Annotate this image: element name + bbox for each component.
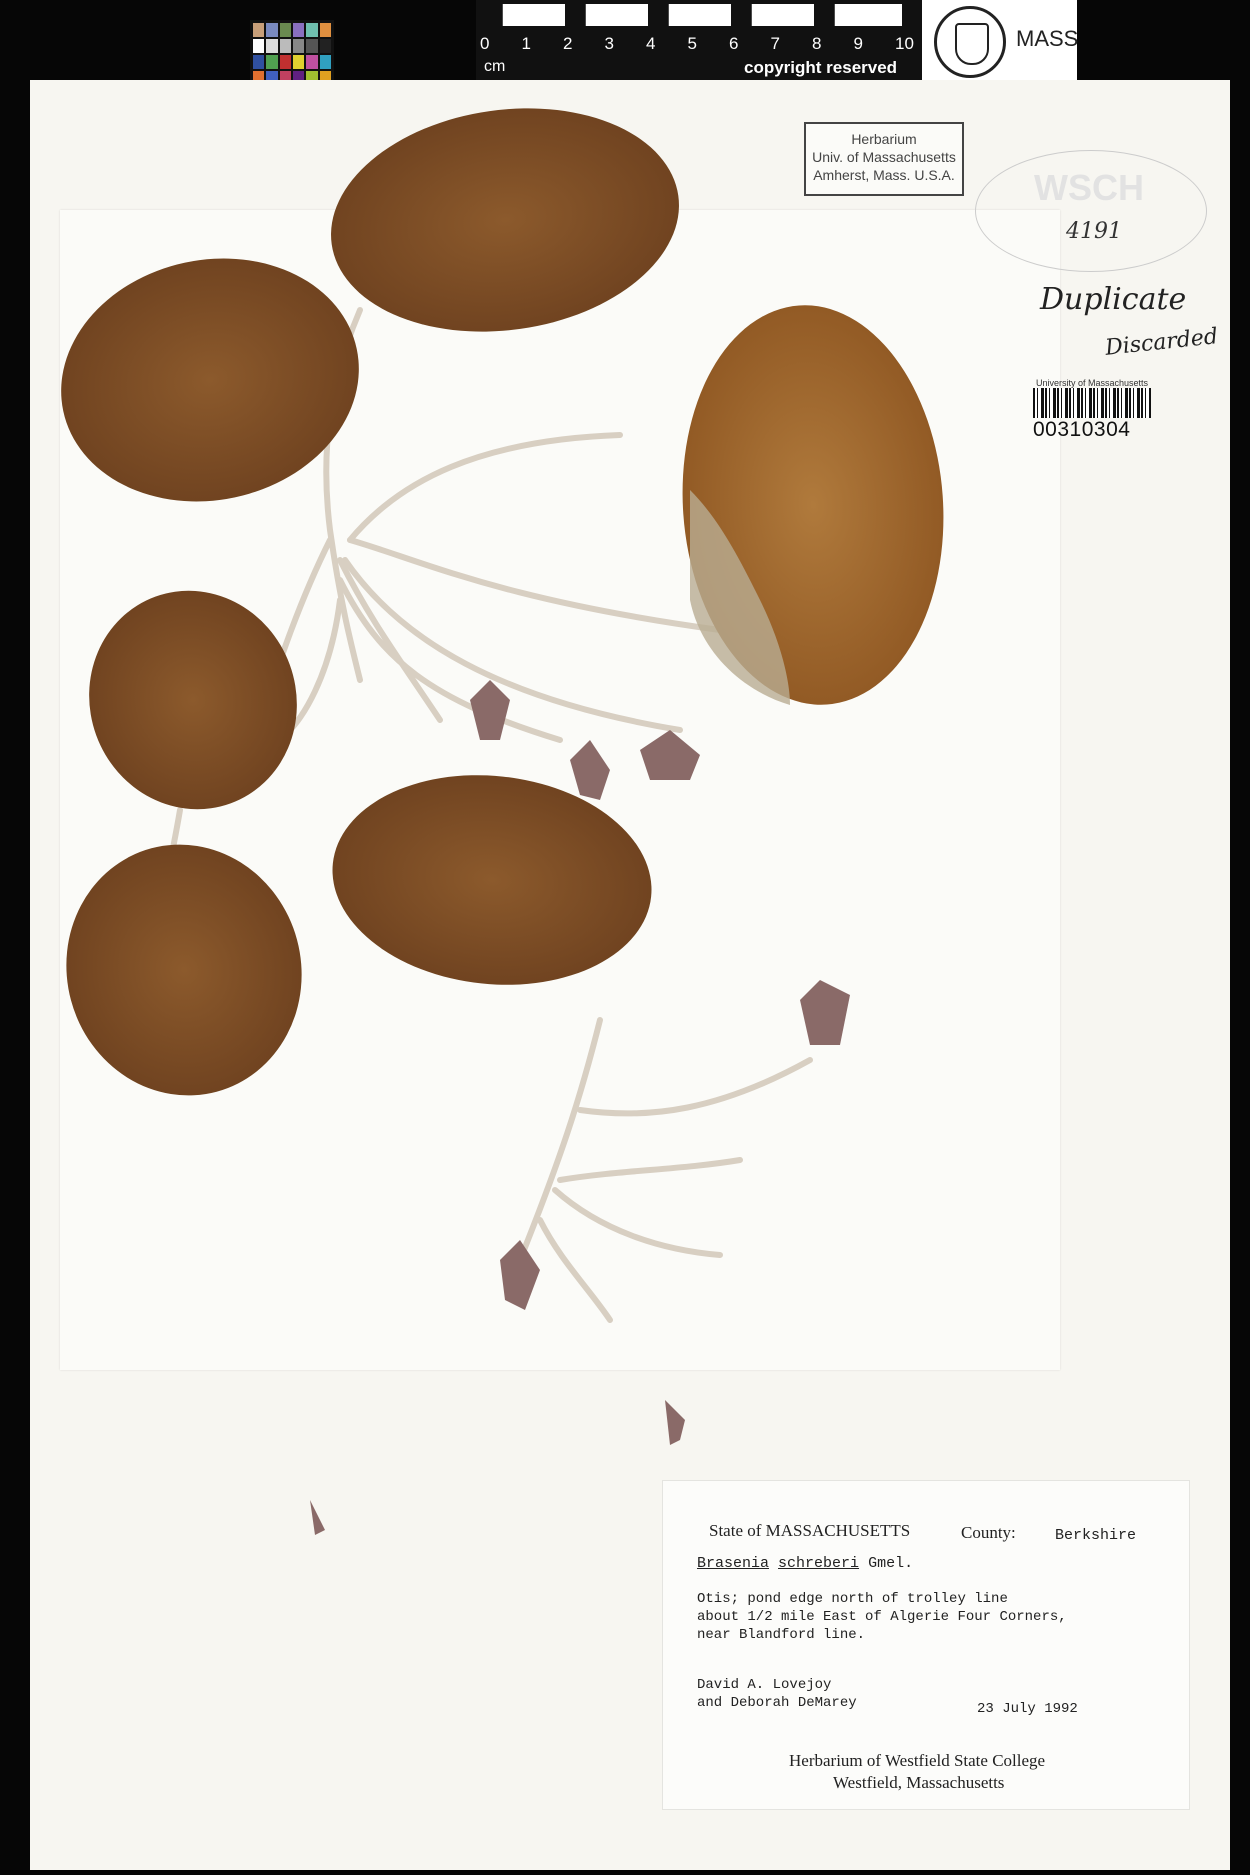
ruler-tick-label: 4 xyxy=(646,34,656,53)
ruler-tick-label: 2 xyxy=(563,34,573,53)
taxon-name xyxy=(697,1555,913,1572)
leaf-4 xyxy=(59,561,328,838)
leaf-5 xyxy=(322,760,662,1000)
wsc-ghost-text: WSCH xyxy=(1034,167,1144,208)
collector-line-2: and Deborah DeMarey xyxy=(697,1695,857,1711)
duplicate-annotation: Duplicate xyxy=(1040,282,1187,317)
county-label: County: xyxy=(961,1523,1016,1542)
leaf-1 xyxy=(38,231,381,528)
collection-date: 23 July 1992 xyxy=(977,1701,1078,1717)
ruler-tick-label: 10 xyxy=(895,34,914,53)
genus: Brasenia xyxy=(697,1555,770,1572)
state-name: MASSACHUSETTS xyxy=(765,1521,911,1540)
ruler-tick-label: 0 xyxy=(480,34,490,53)
herbarium-line-1: Herbarium of Westfield State College xyxy=(789,1751,1046,1770)
barcode-number: 00310304 xyxy=(1033,418,1131,441)
leaf-3 xyxy=(669,296,956,713)
stamp-line-3: Amherst, Mass. U.S.A. xyxy=(813,167,955,183)
ruler-tick-label: 5 xyxy=(687,34,697,53)
barcode-label xyxy=(1033,378,1151,442)
wsc-stamp xyxy=(975,150,1207,272)
ruler-tick-label: 9 xyxy=(853,34,863,53)
ruler-unit-label: cm xyxy=(484,58,506,75)
herbarium-line-2: Westfield, Massachusetts xyxy=(833,1773,1005,1792)
barcode-institution: University of Massachusetts xyxy=(1035,378,1149,388)
locality-line-2: about 1/2 mile East of Algerie Four Corners, xyxy=(697,1609,1067,1625)
ruler-tick-label: 1 xyxy=(521,34,531,53)
county-value: Berkshire xyxy=(1055,1527,1137,1544)
barcode-icon xyxy=(1033,388,1151,418)
taxon-author: Gmel. xyxy=(868,1555,914,1572)
ruler-tick-label: 8 xyxy=(812,34,822,53)
collector-line-1: David A. Lovejoy xyxy=(697,1677,832,1693)
ruler-tick-label: 3 xyxy=(604,34,614,53)
accession-number: 4191 xyxy=(1066,219,1122,244)
discarded-annotation: Discarded xyxy=(1104,324,1220,361)
state-prefix: State of xyxy=(709,1521,762,1540)
specimen-label xyxy=(662,1480,1190,1810)
locality-line-3: near Blandford line. xyxy=(697,1627,866,1643)
locality-line-1: Otis; pond edge north of trolley line xyxy=(697,1591,1008,1607)
mass-label: MASS xyxy=(1016,26,1079,51)
herbarium-stamp xyxy=(804,122,964,196)
leaf-6 xyxy=(38,818,329,1122)
copyright-text: copyright reserved xyxy=(744,58,898,77)
species: schreberi xyxy=(778,1555,860,1572)
leaf-2 xyxy=(316,87,693,354)
label-state xyxy=(709,1521,910,1541)
stamp-line-2: Univ. of Massachusetts xyxy=(812,149,956,165)
ruler-tick-label: 7 xyxy=(770,34,780,53)
ruler-tick-label: 6 xyxy=(729,34,739,53)
floating-leaves xyxy=(38,87,956,1122)
stamp-line-1: Herbarium xyxy=(851,131,917,147)
